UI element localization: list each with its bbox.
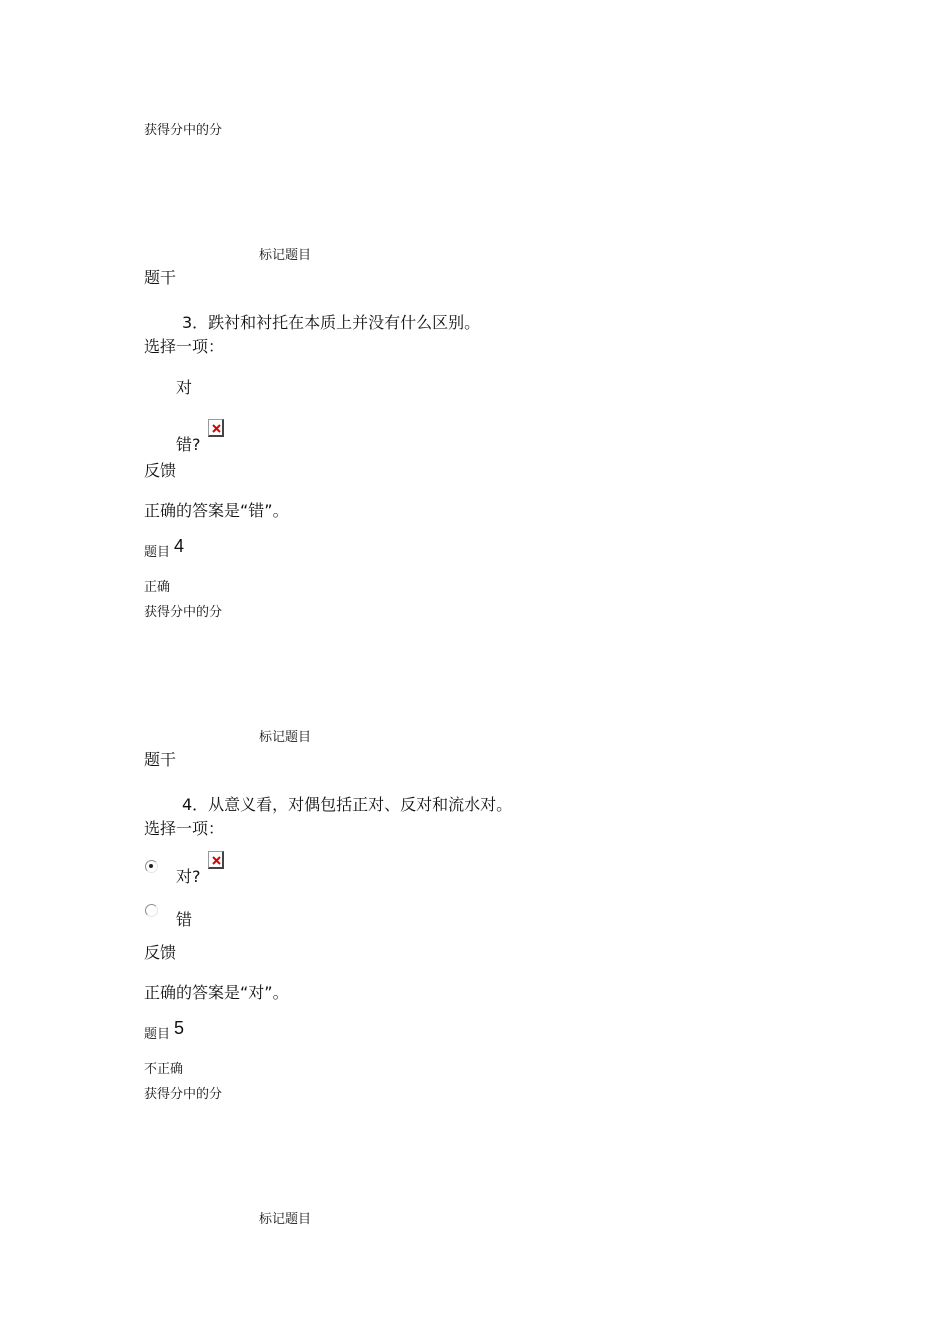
feedback-label: 反馈 bbox=[144, 461, 177, 480]
radio-true-selected[interactable] bbox=[145, 860, 158, 873]
option-false-label[interactable]: 错 bbox=[176, 910, 193, 929]
option-true-label[interactable]: 对 bbox=[176, 378, 193, 397]
question-number: 5 bbox=[174, 1018, 185, 1038]
feedback-label: 反馈 bbox=[144, 943, 177, 962]
option-true-label[interactable]: 对? bbox=[176, 867, 201, 886]
correct-answer-text: 正确的答案是“错”。 bbox=[144, 501, 289, 520]
flag-question-link[interactable]: 标记题目 bbox=[259, 1212, 312, 1227]
score-text: 获得分中的分 bbox=[144, 605, 223, 620]
question-text: 4．从意义看，对偶包括正对、反对和流水对。 bbox=[182, 795, 513, 814]
option-false-label[interactable]: 错? bbox=[176, 435, 201, 454]
score-text: 获得分中的分 bbox=[144, 123, 223, 138]
stem-label: 题干 bbox=[144, 750, 177, 769]
choose-one-prompt: 选择一项： bbox=[144, 819, 225, 838]
score-text: 获得分中的分 bbox=[144, 1087, 223, 1102]
choose-one-prompt: 选择一项： bbox=[144, 337, 225, 356]
broken-image-icon bbox=[208, 851, 224, 869]
question-text: 3．跌衬和衬托在本质上并没有什么区别。 bbox=[182, 313, 481, 332]
broken-image-icon bbox=[208, 419, 224, 437]
flag-question-link[interactable]: 标记题目 bbox=[259, 248, 312, 263]
question-number: 4 bbox=[174, 536, 185, 556]
question-label: 题目 bbox=[144, 545, 171, 560]
question-label: 题目 bbox=[144, 1027, 171, 1042]
status-text: 正确 bbox=[144, 580, 171, 595]
correct-answer-text: 正确的答案是“对”。 bbox=[144, 983, 289, 1002]
status-text: 不正确 bbox=[144, 1062, 184, 1077]
radio-false[interactable] bbox=[145, 904, 158, 917]
stem-label: 题干 bbox=[144, 268, 177, 287]
flag-question-link[interactable]: 标记题目 bbox=[259, 730, 312, 745]
